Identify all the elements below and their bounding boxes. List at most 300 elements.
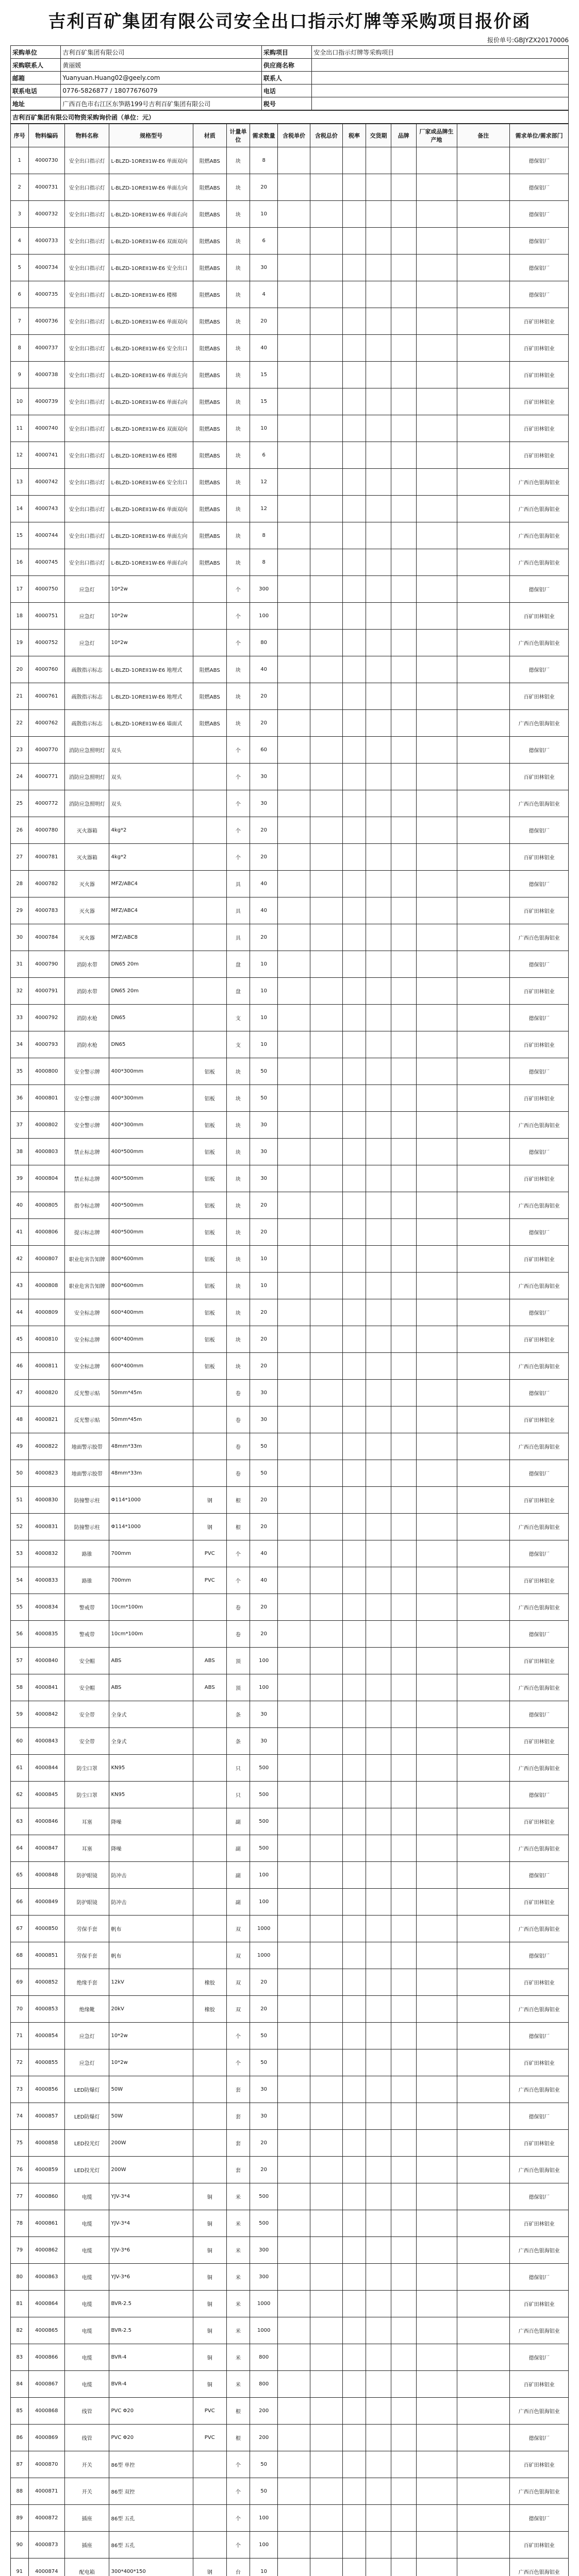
table-cell[interactable] bbox=[416, 1942, 457, 1969]
table-cell[interactable] bbox=[342, 1460, 366, 1487]
table-cell[interactable] bbox=[391, 790, 416, 817]
table-cell[interactable] bbox=[366, 308, 391, 335]
table-cell[interactable] bbox=[366, 2505, 391, 2532]
table-cell[interactable] bbox=[457, 1165, 510, 1192]
table-cell[interactable] bbox=[457, 1031, 510, 1058]
table-cell[interactable] bbox=[416, 2505, 457, 2532]
table-cell[interactable] bbox=[310, 2183, 342, 2210]
table-cell[interactable] bbox=[457, 228, 510, 255]
table-cell[interactable] bbox=[366, 2130, 391, 2157]
table-cell[interactable] bbox=[366, 764, 391, 790]
table-cell[interactable] bbox=[391, 496, 416, 522]
table-cell[interactable] bbox=[416, 255, 457, 281]
table-cell[interactable] bbox=[342, 2532, 366, 2558]
table-cell[interactable] bbox=[278, 1058, 310, 1085]
table-cell[interactable] bbox=[278, 1139, 310, 1165]
table-cell[interactable] bbox=[310, 1916, 342, 1942]
table-cell[interactable] bbox=[278, 1406, 310, 1433]
table-cell[interactable] bbox=[416, 630, 457, 656]
table-cell[interactable] bbox=[366, 1031, 391, 1058]
table-cell[interactable] bbox=[391, 1567, 416, 1594]
table-cell[interactable] bbox=[278, 1380, 310, 1406]
table-cell[interactable] bbox=[391, 2398, 416, 2425]
table-cell[interactable] bbox=[366, 2371, 391, 2398]
table-cell[interactable] bbox=[342, 951, 366, 978]
table-cell[interactable] bbox=[278, 1674, 310, 1701]
table-cell[interactable] bbox=[366, 2049, 391, 2076]
table-cell[interactable] bbox=[391, 2076, 416, 2103]
table-cell[interactable] bbox=[342, 2425, 366, 2451]
table-cell[interactable] bbox=[457, 2398, 510, 2425]
table-cell[interactable] bbox=[278, 1246, 310, 1273]
table-cell[interactable] bbox=[342, 549, 366, 576]
table-cell[interactable] bbox=[416, 2183, 457, 2210]
table-cell[interactable] bbox=[342, 174, 366, 201]
table-cell[interactable] bbox=[278, 978, 310, 1005]
table-cell[interactable] bbox=[310, 1165, 342, 1192]
table-cell[interactable] bbox=[391, 2264, 416, 2291]
table-cell[interactable] bbox=[310, 2076, 342, 2103]
table-cell[interactable] bbox=[416, 1701, 457, 1728]
table-cell[interactable] bbox=[457, 2291, 510, 2317]
table-cell[interactable] bbox=[278, 764, 310, 790]
table-cell[interactable] bbox=[391, 1996, 416, 2023]
table-cell[interactable] bbox=[310, 228, 342, 255]
table-cell[interactable] bbox=[278, 1808, 310, 1835]
table-cell[interactable] bbox=[366, 1648, 391, 1674]
table-cell[interactable] bbox=[457, 1996, 510, 2023]
table-cell[interactable] bbox=[342, 1139, 366, 1165]
table-cell[interactable] bbox=[278, 1782, 310, 1808]
table-cell[interactable] bbox=[391, 1192, 416, 1219]
table-cell[interactable] bbox=[278, 683, 310, 710]
table-cell[interactable] bbox=[366, 388, 391, 415]
table-cell[interactable] bbox=[342, 1835, 366, 1862]
table-cell[interactable] bbox=[366, 978, 391, 1005]
table-cell[interactable] bbox=[457, 1648, 510, 1674]
table-cell[interactable] bbox=[391, 1005, 416, 1031]
table-cell[interactable] bbox=[457, 897, 510, 924]
table-cell[interactable] bbox=[310, 1996, 342, 2023]
table-cell[interactable] bbox=[342, 2371, 366, 2398]
table-cell[interactable] bbox=[457, 1433, 510, 1460]
table-cell[interactable] bbox=[310, 1058, 342, 1085]
table-cell[interactable] bbox=[391, 147, 416, 174]
table-cell[interactable] bbox=[391, 2291, 416, 2317]
table-cell[interactable] bbox=[391, 871, 416, 897]
table-cell[interactable] bbox=[342, 1246, 366, 1273]
table-cell[interactable] bbox=[391, 1648, 416, 1674]
table-cell[interactable] bbox=[457, 978, 510, 1005]
table-cell[interactable] bbox=[278, 2317, 310, 2344]
tax-value[interactable] bbox=[312, 97, 569, 110]
table-cell[interactable] bbox=[278, 2023, 310, 2049]
table-cell[interactable] bbox=[366, 201, 391, 228]
table-cell[interactable] bbox=[278, 1165, 310, 1192]
table-cell[interactable] bbox=[391, 1058, 416, 1085]
table-cell[interactable] bbox=[457, 2237, 510, 2264]
table-cell[interactable] bbox=[416, 1192, 457, 1219]
table-cell[interactable] bbox=[366, 549, 391, 576]
table-cell[interactable] bbox=[278, 1433, 310, 1460]
table-cell[interactable] bbox=[457, 2157, 510, 2183]
table-cell[interactable] bbox=[342, 2210, 366, 2237]
table-cell[interactable] bbox=[342, 1942, 366, 1969]
table-cell[interactable] bbox=[278, 2210, 310, 2237]
table-cell[interactable] bbox=[391, 1433, 416, 1460]
table-cell[interactable] bbox=[391, 1246, 416, 1273]
table-cell[interactable] bbox=[366, 2532, 391, 2558]
table-cell[interactable] bbox=[416, 415, 457, 442]
table-cell[interactable] bbox=[278, 1728, 310, 1755]
table-cell[interactable] bbox=[391, 174, 416, 201]
table-cell[interactable] bbox=[278, 1567, 310, 1594]
table-cell[interactable] bbox=[416, 1916, 457, 1942]
table-cell[interactable] bbox=[391, 442, 416, 469]
table-cell[interactable] bbox=[366, 897, 391, 924]
table-cell[interactable] bbox=[457, 2076, 510, 2103]
table-cell[interactable] bbox=[416, 1621, 457, 1648]
table-cell[interactable] bbox=[391, 415, 416, 442]
table-cell[interactable] bbox=[416, 1648, 457, 1674]
table-cell[interactable] bbox=[278, 1460, 310, 1487]
table-cell[interactable] bbox=[416, 1487, 457, 1514]
table-cell[interactable] bbox=[278, 442, 310, 469]
table-cell[interactable] bbox=[310, 1835, 342, 1862]
table-cell[interactable] bbox=[457, 1969, 510, 1996]
table-cell[interactable] bbox=[391, 603, 416, 630]
table-cell[interactable] bbox=[457, 2478, 510, 2505]
table-cell[interactable] bbox=[416, 1273, 457, 1299]
table-cell[interactable] bbox=[278, 1996, 310, 2023]
table-cell[interactable] bbox=[342, 2130, 366, 2157]
table-cell[interactable] bbox=[457, 764, 510, 790]
table-cell[interactable] bbox=[391, 1835, 416, 1862]
table-cell[interactable] bbox=[416, 1353, 457, 1380]
supplier-phone-value[interactable] bbox=[312, 84, 569, 97]
table-cell[interactable] bbox=[342, 2183, 366, 2210]
table-cell[interactable] bbox=[457, 1246, 510, 1273]
table-cell[interactable] bbox=[366, 2317, 391, 2344]
table-cell[interactable] bbox=[278, 2183, 310, 2210]
table-cell[interactable] bbox=[310, 2451, 342, 2478]
table-cell[interactable] bbox=[457, 790, 510, 817]
table-cell[interactable] bbox=[310, 2023, 342, 2049]
table-cell[interactable] bbox=[310, 1514, 342, 1540]
table-cell[interactable] bbox=[416, 1540, 457, 1567]
table-cell[interactable] bbox=[342, 1996, 366, 2023]
table-cell[interactable] bbox=[342, 1165, 366, 1192]
table-cell[interactable] bbox=[416, 469, 457, 496]
table-cell[interactable] bbox=[457, 2317, 510, 2344]
table-cell[interactable] bbox=[366, 951, 391, 978]
table-cell[interactable] bbox=[391, 2478, 416, 2505]
table-cell[interactable] bbox=[278, 228, 310, 255]
table-cell[interactable] bbox=[457, 415, 510, 442]
table-cell[interactable] bbox=[391, 308, 416, 335]
table-cell[interactable] bbox=[391, 1353, 416, 1380]
table-cell[interactable] bbox=[457, 1460, 510, 1487]
table-cell[interactable] bbox=[391, 1514, 416, 1540]
table-cell[interactable] bbox=[416, 2103, 457, 2130]
supplier-value[interactable] bbox=[312, 59, 569, 72]
table-cell[interactable] bbox=[342, 1808, 366, 1835]
table-cell[interactable] bbox=[366, 1299, 391, 1326]
table-cell[interactable] bbox=[342, 764, 366, 790]
table-cell[interactable] bbox=[416, 2371, 457, 2398]
table-cell[interactable] bbox=[366, 362, 391, 388]
table-cell[interactable] bbox=[342, 1889, 366, 1916]
table-cell[interactable] bbox=[342, 2291, 366, 2317]
table-cell[interactable] bbox=[416, 1326, 457, 1353]
table-cell[interactable] bbox=[278, 201, 310, 228]
table-cell[interactable] bbox=[416, 1112, 457, 1139]
table-cell[interactable] bbox=[310, 1567, 342, 1594]
table-cell[interactable] bbox=[416, 1808, 457, 1835]
table-cell[interactable] bbox=[457, 469, 510, 496]
table-cell[interactable] bbox=[457, 174, 510, 201]
table-cell[interactable] bbox=[310, 2237, 342, 2264]
table-cell[interactable] bbox=[416, 1219, 457, 1246]
table-cell[interactable] bbox=[416, 1567, 457, 1594]
table-cell[interactable] bbox=[391, 335, 416, 362]
table-cell[interactable] bbox=[278, 1112, 310, 1139]
table-cell[interactable] bbox=[342, 1085, 366, 1112]
table-cell[interactable] bbox=[310, 522, 342, 549]
table-cell[interactable] bbox=[416, 1969, 457, 1996]
table-cell[interactable] bbox=[310, 1969, 342, 1996]
table-cell[interactable] bbox=[416, 1996, 457, 2023]
table-cell[interactable] bbox=[342, 1648, 366, 1674]
table-cell[interactable] bbox=[366, 1755, 391, 1782]
table-cell[interactable] bbox=[366, 2210, 391, 2237]
table-cell[interactable] bbox=[416, 1433, 457, 1460]
table-cell[interactable] bbox=[310, 1728, 342, 1755]
table-cell[interactable] bbox=[310, 1353, 342, 1380]
table-cell[interactable] bbox=[416, 1460, 457, 1487]
table-cell[interactable] bbox=[366, 844, 391, 871]
table-cell[interactable] bbox=[457, 2505, 510, 2532]
table-cell[interactable] bbox=[457, 1674, 510, 1701]
table-cell[interactable] bbox=[457, 496, 510, 522]
table-cell[interactable] bbox=[457, 630, 510, 656]
table-cell[interactable] bbox=[416, 2398, 457, 2425]
table-cell[interactable] bbox=[457, 1353, 510, 1380]
table-cell[interactable] bbox=[366, 817, 391, 844]
table-cell[interactable] bbox=[342, 362, 366, 388]
table-cell[interactable] bbox=[416, 656, 457, 683]
table-cell[interactable] bbox=[416, 201, 457, 228]
table-cell[interactable] bbox=[416, 1031, 457, 1058]
table-cell[interactable] bbox=[366, 1085, 391, 1112]
table-cell[interactable] bbox=[366, 469, 391, 496]
table-cell[interactable] bbox=[391, 844, 416, 871]
table-cell[interactable] bbox=[416, 442, 457, 469]
table-cell[interactable] bbox=[342, 2478, 366, 2505]
table-cell[interactable] bbox=[310, 924, 342, 951]
table-cell[interactable] bbox=[457, 1406, 510, 1433]
table-cell[interactable] bbox=[278, 2344, 310, 2371]
table-cell[interactable] bbox=[342, 1969, 366, 1996]
table-cell[interactable] bbox=[457, 1005, 510, 1031]
table-cell[interactable] bbox=[342, 2076, 366, 2103]
table-cell[interactable] bbox=[310, 1433, 342, 1460]
table-cell[interactable] bbox=[416, 603, 457, 630]
table-cell[interactable] bbox=[310, 603, 342, 630]
table-cell[interactable] bbox=[457, 710, 510, 737]
table-cell[interactable] bbox=[416, 335, 457, 362]
table-cell[interactable] bbox=[366, 1862, 391, 1889]
table-cell[interactable] bbox=[310, 844, 342, 871]
table-cell[interactable] bbox=[278, 1487, 310, 1514]
table-cell[interactable] bbox=[278, 2371, 310, 2398]
table-cell[interactable] bbox=[366, 1326, 391, 1353]
table-cell[interactable] bbox=[342, 281, 366, 308]
table-cell[interactable] bbox=[278, 1540, 310, 1567]
table-cell[interactable] bbox=[342, 897, 366, 924]
table-cell[interactable] bbox=[366, 1406, 391, 1433]
table-cell[interactable] bbox=[342, 978, 366, 1005]
table-cell[interactable] bbox=[278, 1219, 310, 1246]
table-cell[interactable] bbox=[342, 201, 366, 228]
table-cell[interactable] bbox=[366, 710, 391, 737]
table-cell[interactable] bbox=[278, 1353, 310, 1380]
table-cell[interactable] bbox=[342, 2264, 366, 2291]
table-cell[interactable] bbox=[366, 2103, 391, 2130]
table-cell[interactable] bbox=[391, 1621, 416, 1648]
table-cell[interactable] bbox=[278, 1648, 310, 1674]
table-cell[interactable] bbox=[416, 844, 457, 871]
table-cell[interactable] bbox=[457, 2130, 510, 2157]
table-cell[interactable] bbox=[366, 1058, 391, 1085]
table-cell[interactable] bbox=[342, 228, 366, 255]
table-cell[interactable] bbox=[310, 1273, 342, 1299]
table-cell[interactable] bbox=[342, 2023, 366, 2049]
table-cell[interactable] bbox=[457, 2049, 510, 2076]
table-cell[interactable] bbox=[391, 1808, 416, 1835]
table-cell[interactable] bbox=[310, 2291, 342, 2317]
table-cell[interactable] bbox=[310, 2398, 342, 2425]
table-cell[interactable] bbox=[457, 442, 510, 469]
table-cell[interactable] bbox=[457, 1567, 510, 1594]
table-cell[interactable] bbox=[391, 817, 416, 844]
table-cell[interactable] bbox=[457, 683, 510, 710]
table-cell[interactable] bbox=[457, 147, 510, 174]
table-cell[interactable] bbox=[416, 2451, 457, 2478]
table-cell[interactable] bbox=[391, 1380, 416, 1406]
table-cell[interactable] bbox=[366, 255, 391, 281]
table-cell[interactable] bbox=[342, 1540, 366, 1567]
table-cell[interactable] bbox=[278, 2264, 310, 2291]
table-cell[interactable] bbox=[342, 2103, 366, 2130]
table-cell[interactable] bbox=[342, 683, 366, 710]
table-cell[interactable] bbox=[366, 1728, 391, 1755]
table-cell[interactable] bbox=[310, 1540, 342, 1567]
table-cell[interactable] bbox=[366, 1969, 391, 1996]
table-cell[interactable] bbox=[391, 897, 416, 924]
table-cell[interactable] bbox=[278, 656, 310, 683]
table-cell[interactable] bbox=[342, 1433, 366, 1460]
table-cell[interactable] bbox=[342, 1621, 366, 1648]
table-cell[interactable] bbox=[416, 897, 457, 924]
table-cell[interactable] bbox=[310, 1621, 342, 1648]
table-cell[interactable] bbox=[391, 362, 416, 388]
table-cell[interactable] bbox=[366, 1353, 391, 1380]
table-cell[interactable] bbox=[310, 1889, 342, 1916]
table-cell[interactable] bbox=[342, 147, 366, 174]
table-cell[interactable] bbox=[416, 174, 457, 201]
table-cell[interactable] bbox=[416, 1862, 457, 1889]
table-cell[interactable] bbox=[366, 1380, 391, 1406]
table-cell[interactable] bbox=[278, 2291, 310, 2317]
table-cell[interactable] bbox=[391, 764, 416, 790]
table-cell[interactable] bbox=[310, 1782, 342, 1808]
table-cell[interactable] bbox=[342, 388, 366, 415]
table-cell[interactable] bbox=[457, 1139, 510, 1165]
table-cell[interactable] bbox=[310, 469, 342, 496]
table-cell[interactable] bbox=[416, 1005, 457, 1031]
table-cell[interactable] bbox=[416, 1889, 457, 1916]
table-cell[interactable] bbox=[278, 2505, 310, 2532]
table-cell[interactable] bbox=[416, 1674, 457, 1701]
table-cell[interactable] bbox=[342, 737, 366, 764]
table-cell[interactable] bbox=[310, 549, 342, 576]
table-cell[interactable] bbox=[310, 1219, 342, 1246]
table-cell[interactable] bbox=[310, 281, 342, 308]
table-cell[interactable] bbox=[416, 496, 457, 522]
table-cell[interactable] bbox=[342, 576, 366, 603]
table-cell[interactable] bbox=[391, 2371, 416, 2398]
table-cell[interactable] bbox=[342, 2317, 366, 2344]
table-cell[interactable] bbox=[342, 335, 366, 362]
table-cell[interactable] bbox=[457, 1112, 510, 1139]
table-cell[interactable] bbox=[342, 1594, 366, 1621]
table-cell[interactable] bbox=[342, 1353, 366, 1380]
table-cell[interactable] bbox=[310, 1487, 342, 1514]
table-cell[interactable] bbox=[342, 1862, 366, 1889]
table-cell[interactable] bbox=[342, 844, 366, 871]
table-cell[interactable] bbox=[342, 1005, 366, 1031]
table-cell[interactable] bbox=[416, 683, 457, 710]
table-cell[interactable] bbox=[366, 1782, 391, 1808]
table-cell[interactable] bbox=[416, 817, 457, 844]
table-cell[interactable] bbox=[310, 1380, 342, 1406]
table-cell[interactable] bbox=[278, 871, 310, 897]
table-cell[interactable] bbox=[310, 1755, 342, 1782]
table-cell[interactable] bbox=[457, 2532, 510, 2558]
table-cell[interactable] bbox=[310, 737, 342, 764]
table-cell[interactable] bbox=[366, 2183, 391, 2210]
table-cell[interactable] bbox=[457, 737, 510, 764]
table-cell[interactable] bbox=[342, 1916, 366, 1942]
table-cell[interactable] bbox=[366, 281, 391, 308]
table-cell[interactable] bbox=[366, 2451, 391, 2478]
table-cell[interactable] bbox=[278, 2237, 310, 2264]
table-cell[interactable] bbox=[366, 2425, 391, 2451]
table-cell[interactable] bbox=[366, 1246, 391, 1273]
table-cell[interactable] bbox=[366, 656, 391, 683]
table-cell[interactable] bbox=[391, 522, 416, 549]
table-cell[interactable] bbox=[457, 871, 510, 897]
table-cell[interactable] bbox=[278, 2049, 310, 2076]
table-cell[interactable] bbox=[310, 1085, 342, 1112]
table-cell[interactable] bbox=[310, 1594, 342, 1621]
table-cell[interactable] bbox=[416, 978, 457, 1005]
table-cell[interactable] bbox=[457, 2425, 510, 2451]
table-cell[interactable] bbox=[416, 1165, 457, 1192]
table-cell[interactable] bbox=[310, 1192, 342, 1219]
table-cell[interactable] bbox=[391, 1782, 416, 1808]
